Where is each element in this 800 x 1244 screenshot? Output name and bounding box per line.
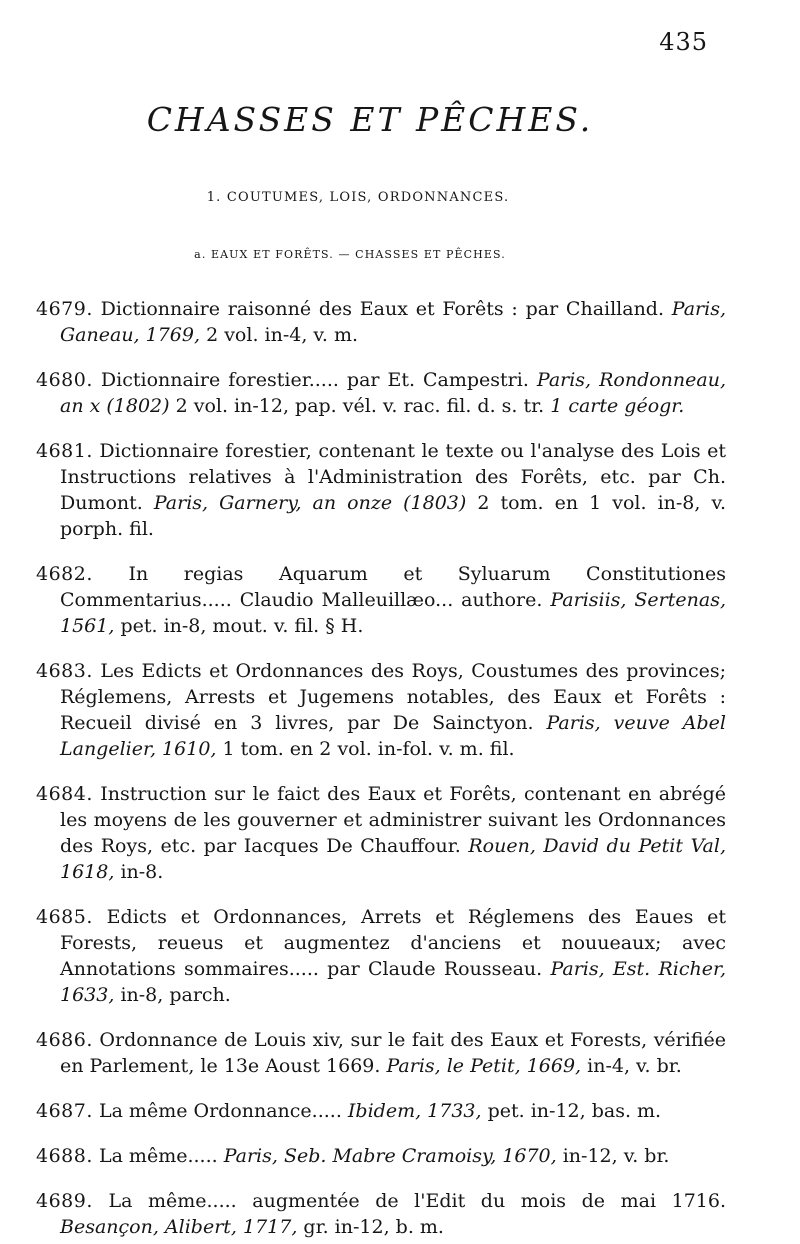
entry-imprint: Paris, Seb. Mabre Cramoisy, 1670, xyxy=(223,1145,557,1167)
catalog-entry xyxy=(36,1027,726,1079)
entry-text: Dictionnaire raisonné des Eaux et Forêts : par Chailland. xyxy=(92,298,672,320)
entry-number: 4685. xyxy=(36,906,93,928)
entry-description: in-8. xyxy=(114,861,164,883)
catalog-entry xyxy=(36,781,726,885)
catalog-entry xyxy=(36,1143,726,1169)
catalog-entry xyxy=(36,1098,726,1124)
entry-description: 2 vol. in-12, pap. vél. v. rac. fil. d. s. tr. xyxy=(169,395,551,417)
entry-list xyxy=(36,296,726,1244)
entry-description: 1 tom. en 2 vol. in-fol. v. m. fil. xyxy=(216,738,515,760)
catalog-entry xyxy=(36,367,726,419)
entry-imprint: Besançon, Alibert, 1717, xyxy=(60,1216,298,1238)
entry-text: La même..... xyxy=(92,1145,224,1167)
entry-number: 4684. xyxy=(36,783,93,805)
entry-number: 4686. xyxy=(36,1029,93,1051)
entry-text: Instruction sur le faict des Eaux et Forêts, contenant en abrégé les moyens de les gouverner et administrer suivant les Ordonnances des Roys, etc. par Iacques De Chauffour. xyxy=(60,783,726,857)
entry-description: 2 tom. en 1 vol. in-8, v. porph. fil. xyxy=(60,492,726,540)
entry-text: Ordonnance de Louis xiv, sur le fait des Eaux et Forests, vérifiée en Parlement, le 13e Aoust 1669. xyxy=(60,1029,726,1077)
entry-imprint: Paris, le Petit, 1669, xyxy=(386,1055,582,1077)
entry-description: gr. in-12, b. m. xyxy=(297,1216,444,1238)
entry-number: 4687. xyxy=(36,1100,93,1122)
entry-description: pet. in-8, mout. v. fil. § H. xyxy=(114,615,364,637)
entry-text: Dictionnaire forestier, contenant le texte ou l'analyse des Lois et Instructions relatives à l'Administration des Forêts, etc. par Ch. Dumont. xyxy=(60,440,726,514)
entry-extra: 1 carte géogr. xyxy=(550,395,685,417)
catalog-entry xyxy=(36,438,726,542)
entry-imprint: Rouen, David du Petit Val, 1618, xyxy=(60,835,726,883)
catalog-entry xyxy=(36,561,726,639)
entry-imprint: Ibidem, 1733, xyxy=(347,1100,482,1122)
entry-description: pet. in-12, bas. m. xyxy=(481,1100,662,1122)
entry-text: La même..... augmentée de l'Edit du mois de mai 1716. xyxy=(92,1190,726,1212)
entry-description: in-8, parch. xyxy=(114,984,231,1006)
entry-imprint: Paris, Garnery, an onze (1803) xyxy=(153,492,467,514)
catalog-entry xyxy=(36,658,726,762)
section-heading: 1. COUTUMES, LOIS, ORDONNANCES. xyxy=(206,190,510,205)
entry-imprint: Paris, Ganeau, 1769, xyxy=(60,298,726,346)
entry-number: 4683. xyxy=(36,660,93,682)
entry-number: 4689. xyxy=(36,1190,93,1212)
catalog-entry xyxy=(36,1188,726,1240)
catalog-entry xyxy=(36,904,726,1008)
page-title: CHASSES ET PÊCHES. xyxy=(146,100,594,139)
entry-text: Edicts et Ordonnances, Arrets et Réglemens des Eaues et Forests, reueus et augmentez d'anciens et nouueaux; avec Annotations sommaires..... par Claude Rousseau. xyxy=(60,906,726,980)
catalog-entry xyxy=(36,296,726,348)
entry-number: 4680. xyxy=(36,369,93,391)
entry-description: in-4, v. br. xyxy=(581,1055,682,1077)
entry-number: 4679. xyxy=(36,298,93,320)
entry-text: La même Ordonnance..... xyxy=(92,1100,348,1122)
entry-description: 2 vol. in-4, v. m. xyxy=(200,324,359,346)
entry-text: Les Edicts et Ordonnances des Roys, Coustumes des provinces; Réglemens, Arrests et Jugemens notables, des Eaux et Forêts : Recueil divisé en 3 livres, par De Sainctyon. xyxy=(60,660,726,734)
entry-description: in-12, v. br. xyxy=(556,1145,670,1167)
entry-number: 4681. xyxy=(36,440,93,462)
entry-number: 4688. xyxy=(36,1145,93,1167)
entry-imprint: Parisiis, Sertenas, 1561, xyxy=(60,589,726,637)
entry-text: In regias Aquarum et Syluarum Constitutiones Commentarius..... Claudio Malleuillæo... authore. xyxy=(60,563,726,611)
entry-imprint: Paris, Est. Richer, 1633, xyxy=(60,958,727,1006)
entry-imprint: Paris, Rondonneau, an x (1802) xyxy=(60,369,727,417)
entry-number: 4682. xyxy=(36,563,93,585)
entry-imprint: Paris, veuve Abel Langelier, 1610, xyxy=(60,712,726,760)
page-number: 435 xyxy=(659,28,708,56)
entry-text: Dictionnaire forestier..... par Et. Campestri. xyxy=(92,369,537,391)
subsection-heading: a. EAUX ET FORÊTS. — CHASSES ET PÊCHES. xyxy=(194,248,506,261)
